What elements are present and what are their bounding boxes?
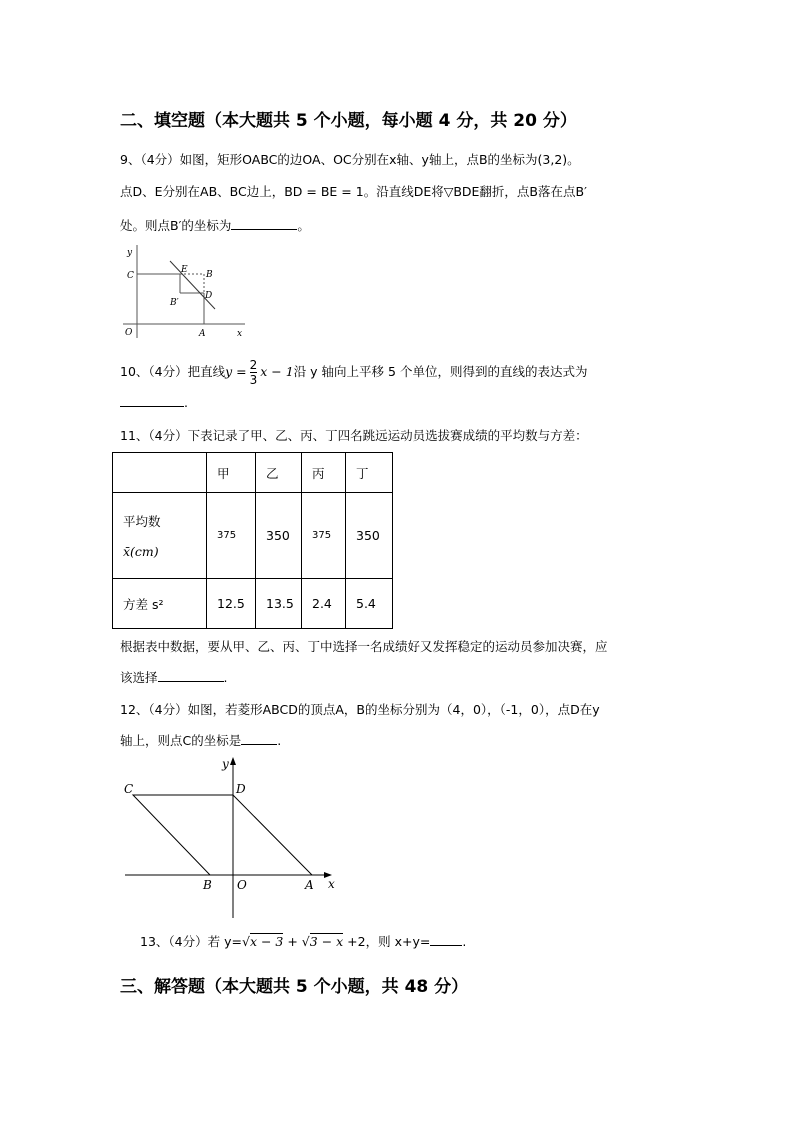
q9-text: 处。则点B′的坐标为 [120,218,232,233]
denominator: 3 [249,373,258,387]
section-heading-answer: 三、解答题（本大题共 5 个小题，共 48 分） [120,977,469,997]
label-y: y [222,757,229,771]
q11-end: . [223,670,228,685]
radicand-1: x − 3 [249,934,284,949]
q11-line1: 11、（4分）下表记录了甲、乙、丙、丁四名跳远运动员选拔赛成绩的平均数与方差： [120,428,588,443]
q10-line2 [120,394,188,410]
q10-text2: 沿 y 轴向上平移 5 个单位，则得到的直线的表达式为 [293,364,588,379]
q11-text: 该选择 [120,670,158,685]
q10-text: 10、（4分）把直线 [120,364,226,379]
cell: 5.4 [346,579,393,629]
cell: 375 [207,493,256,579]
label-x: x [328,877,335,891]
eq-rest: x − 1 [260,364,294,379]
q12-text: 轴上，则点C的坐标是 [120,733,242,748]
label-O: O [237,878,247,892]
header-cell: 丙 [302,453,346,493]
header-cell: 丁 [346,453,393,493]
cell: 2.4 [302,579,346,629]
q11-table [112,452,393,629]
label-B: B [203,878,212,892]
sqrt-1: √x − 3 [241,934,284,949]
label-A: A [305,878,314,892]
label-mean: 平均数 [123,514,161,529]
q10-line1 [120,358,587,387]
row-label [113,493,207,579]
label-unit: x̄(cm) [123,544,159,559]
q11-answer-blank[interactable] [158,669,224,682]
q12-line2 [120,731,281,749]
rhombus-ABCD [133,795,312,875]
q13-line [140,932,466,950]
cell: 12.5 [207,579,256,629]
label-C: C [124,782,134,796]
label-D: D [205,291,213,301]
cell: 375 [302,493,346,579]
q9-figure [115,243,250,338]
table-header-row [113,453,393,493]
numerator: 2 [249,358,258,372]
cell: 350 [346,493,393,579]
q9-line2: 点D、E分别在AB、BC边上，BD = BE = 1。沿直线DE将▽BDE翻折，点B落在点B′ [120,184,587,199]
label-O: O [125,328,133,338]
header-cell [113,453,207,493]
q9-line3 [120,216,310,234]
header-cell: 乙 [256,453,302,493]
q11-line3 [120,668,228,686]
q13-end: . [462,934,467,949]
table-row [113,493,393,579]
q13-text2: +2，则 x+y= [343,934,431,949]
q10-end: . [184,395,188,410]
q9-end: 。 [297,218,310,233]
label-B-prime: B′ [170,298,179,308]
q11-line2: 根据表中数据，要从甲、乙、丙、丁中选择一名成绩好又发挥稳定的运动员参加决赛，应 [120,639,608,654]
cell: 350 [256,493,302,579]
q12-line1: 12、（4分）如图，若菱形ABCD的顶点A，B的坐标分别为（4，0），（-1，0），点D在y [120,702,600,717]
q12-answer-blank[interactable] [241,732,277,745]
section-heading-fill-in: 二、填空题（本大题共 5 个小题，每小题 4 分，共 20 分） [120,111,577,131]
q12-end: . [277,733,282,748]
q9-line1: 9、（4分）如图，矩形OABC的边OA、OC分别在x轴、y轴上，点B的坐标为(3,2)。 [120,152,580,167]
fraction [250,358,258,387]
label-A: A [199,329,206,338]
row-label: 方差 s² [113,579,207,629]
q13-text: 13、（4分）若 y= [140,934,242,949]
radicand-2: 3 − x [309,934,344,949]
header-cell: 甲 [207,453,256,493]
label-C: C [127,271,134,281]
label-E: E [181,265,188,275]
cell: 13.5 [256,579,302,629]
q10-answer-blank[interactable] [120,394,184,407]
table-row [113,579,393,629]
q12-figure [118,755,348,923]
plus: + [283,934,302,949]
label-y: y [127,248,133,258]
q9-answer-blank[interactable] [231,217,297,230]
eq-y: y = [225,364,247,379]
label-D: D [236,782,246,796]
q13-answer-blank[interactable] [430,933,462,946]
label-B: B [206,270,213,280]
label-x: x [237,329,243,338]
sqrt-2: √3 − x [301,934,344,949]
